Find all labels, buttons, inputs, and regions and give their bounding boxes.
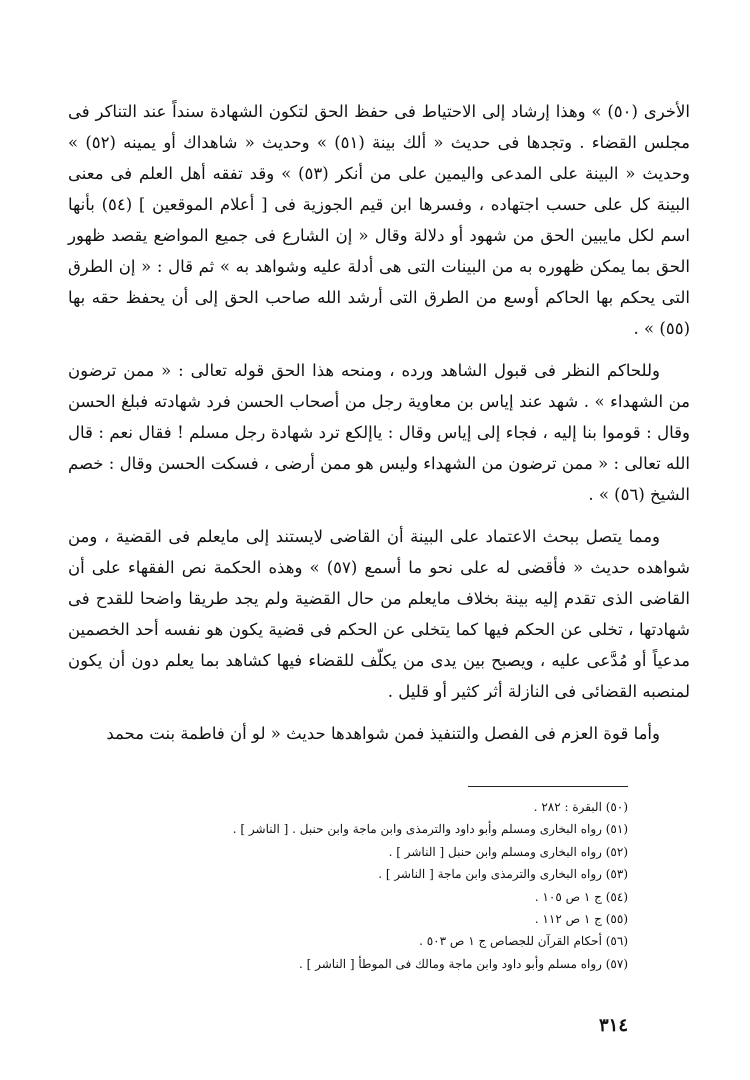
main-text	[68, 96, 690, 749]
footnote-56: (٥٦) أحكام القرآن للجصاص ج ١ ص ٥٠٣ .	[419, 934, 628, 949]
footnote-52: (٥٢) رواه البخارى ومسلم وابن حنبل [ الناشر ] .	[388, 844, 628, 859]
paragraph-4: وأما قوة العزم فى الفصل والتنفيذ فمن شواهدها حديث « لو أن فاطمة بنت محمد	[106, 724, 660, 743]
footnote-50: (٥٠) البقرة : ٢٨٢ .	[533, 800, 628, 814]
footnote-divider	[468, 786, 628, 787]
footnotes	[80, 796, 628, 975]
footnote-51: (٥١) رواه البخارى ومسلم وأبو داود والترمذى وابن ماجة وابن حنبل . [ الناشر ] .	[232, 822, 628, 837]
footnote-53: (٥٣) رواه البخارى والترمذى وابن ماجة [ الناشر ] .	[378, 867, 628, 882]
footnote-55: (٥٥) ج ١ ص ١١٢ .	[534, 912, 628, 927]
page-number: ٣١٤	[598, 1015, 628, 1036]
paragraph-2: وللحاكم النظر فى قبول الشاهد ورده ، ومنحه هذا الحق قوله تعالى : « ممن ترضون من الشهداء » . شهد عند إياس بن معاوية رجل من أصحاب الحسن فرد شهادته فبلغ الحسن وقال : قوموا بنا إليه ، فجاء إلى إياس وقال : ياإلكع ترد شهادة رجل مسلم ! فقال نعم : قال الله تعالى : « ممن ترضون من الشهداء وليس هو ممن أرضى ، فسكت الحسن وقال : خصم الشيخ (٥٦) » .	[68, 361, 690, 504]
footnote-57: (٥٧) رواه مسلم وأبو داود وابن ماجة ومالك فى الموطأ [ الناشر ] .	[298, 956, 628, 971]
paragraph-1: الأخرى (٥٠) » وهذا إرشاد إلى الاحتياط فى حفظ الحق لتكون الشهادة سنداً عند التناكر فى مجلس القضاء . وتجدها فى حديث « ألك بينة (٥١) » وحديث « شاهداك أو يمينه (٥٢) » وحديث « البينة على المدعى واليمين على من أنكر (٥٣) » وقد تفقه أهل العلم فى معنى البينة كل على حسب اجتهاده ، وفسرها ابن قيم الجوزية فى [ أعلام الموقعين ] (٥٤) بأنها اسم لكل مايبين الحق من شهود أو دلالة وقال « إن الشارع فى جميع المواضع يقصد ظهور الحق بما يمكن ظهوره به من البينات التى هى أدلة عليه وشواهد به » ثم قال : « إن الطرق التى يحكم بها الحاكم أوسع من الطرق التى أرشد الله صاحب الحق إلى أن يحفظ حقه بها (٥٥) » .	[68, 102, 691, 338]
footnote-54: (٥٤) ج ١ ص ١٠٥ .	[534, 889, 628, 904]
paragraph-3: ومما يتصل ببحث الاعتماد على البينة أن القاضى لايستند إلى مايعلم فى القضية ، ومن شواهده حديث « فأقضى له على نحو ما أسمع (٥٧) » وهذه الحكمة نص الفقهاء على أن القاضى الذى تقدم إليه بينة بخلاف مايعلم من حال القضية ولم يجد طريقا واضحا للقدح فى شهادتها ، تخلى عن الحكم فيها كما يتخلى عن الحكم فى قضية يكون هو نفسه أحد الخصمين مدعياً أو مُدَّعى عليه ، ويصبح بين يدى من يكلّف للقضاء فيها كشاهد بما يعلم دون أن يكون لمنصبه القضائى فى النازلة أثر كثير أو قليل .	[68, 527, 690, 701]
